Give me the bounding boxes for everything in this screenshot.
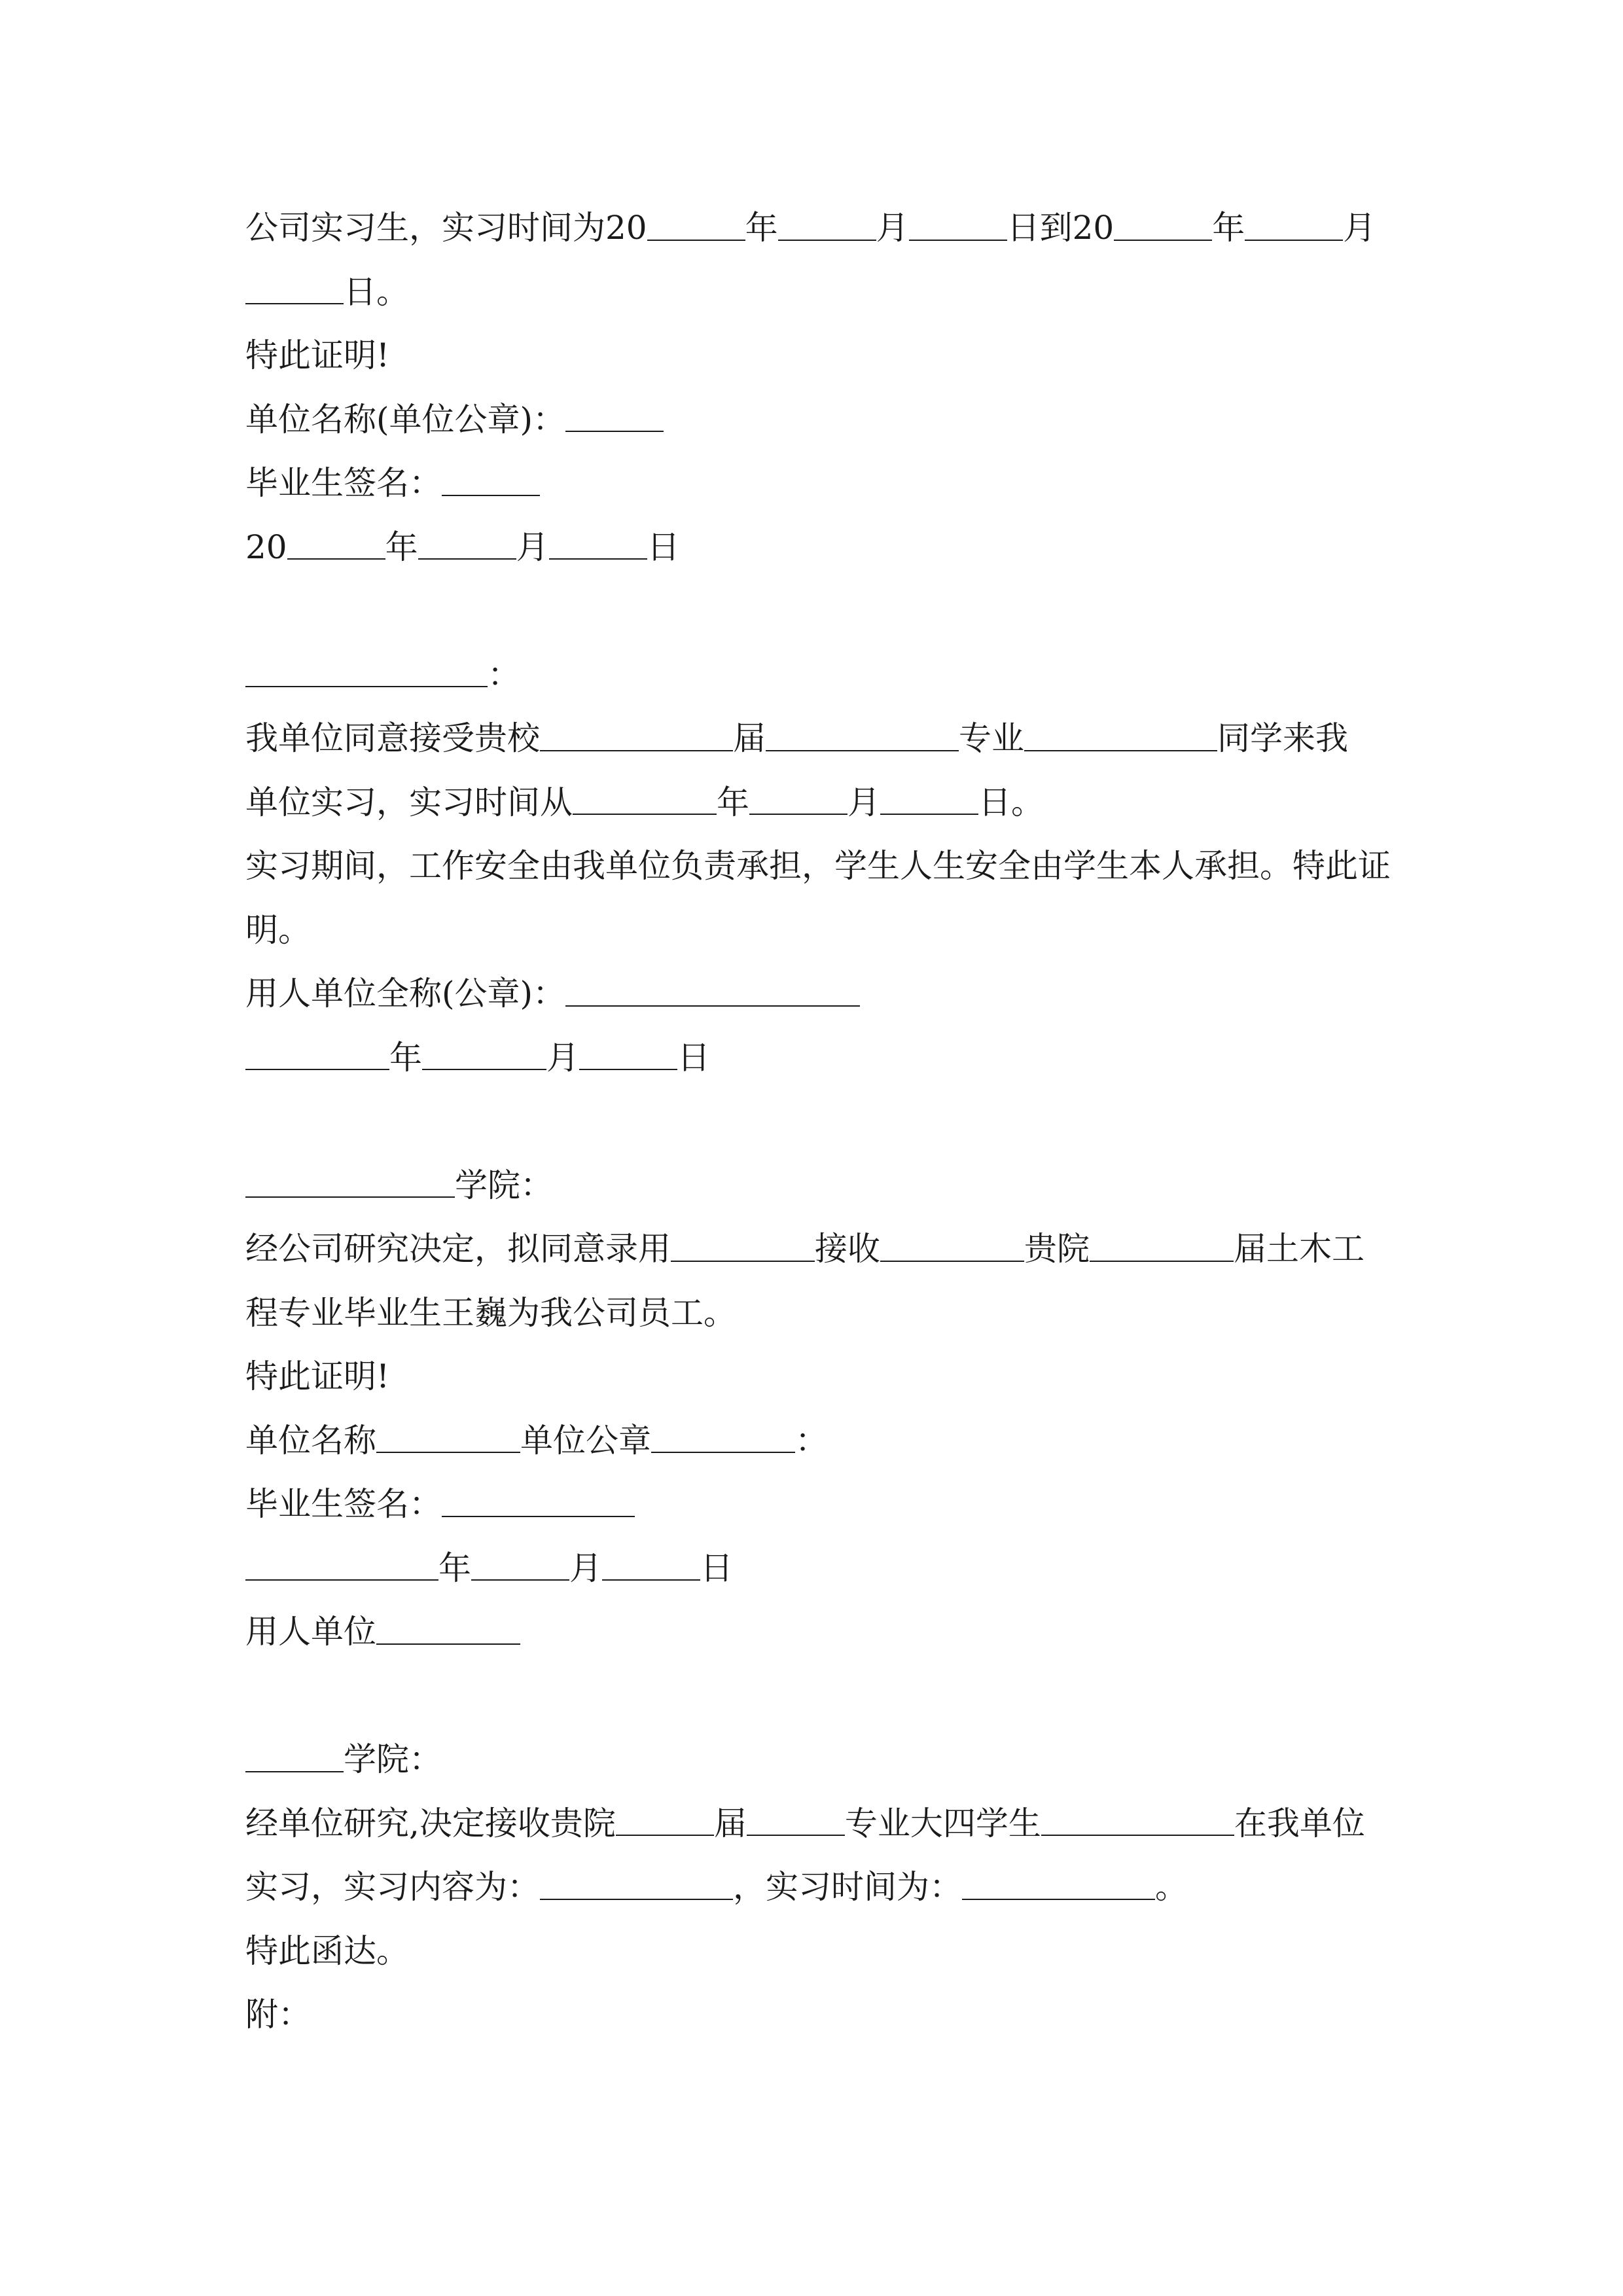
day-blank[interactable]	[245, 274, 344, 304]
s3-certify-text: 特此证明!	[245, 1357, 390, 1395]
hire-blank[interactable]	[671, 1231, 815, 1262]
internship-content-blank[interactable]	[540, 1869, 733, 1900]
s4-text: 实习，实习内容为：	[245, 1868, 540, 1906]
s1-text: 公司实习生，实习时间为20	[245, 209, 647, 247]
s2-text: 单位实习，实习时间从	[245, 783, 573, 821]
s3-text: 日	[700, 1549, 733, 1587]
month-blank[interactable]	[749, 784, 847, 815]
s2-text: 月	[546, 1038, 579, 1077]
signature-blank[interactable]	[442, 1486, 635, 1517]
year-blank[interactable]	[647, 210, 745, 241]
class-year-blank[interactable]	[616, 1805, 714, 1836]
section-spacer	[245, 579, 1384, 643]
s4-text: 经单位研究,决定接收贵院	[245, 1804, 616, 1842]
s3-employer-line	[245, 1600, 1384, 1664]
s2-addressee-line	[245, 643, 1384, 708]
s1-text: 年	[745, 209, 778, 247]
year-blank[interactable]	[245, 1550, 438, 1581]
s4-text: 。	[1155, 1868, 1188, 1906]
s1-text: 月	[876, 209, 909, 247]
s4-closing-text: 特此函达。	[245, 1931, 409, 1970]
s3-unit-line	[245, 1409, 1384, 1473]
day-blank[interactable]	[880, 784, 978, 815]
s2-text: 我单位同意接受贵校	[245, 719, 540, 757]
employer-label: 用人单位	[245, 1613, 376, 1651]
s2-text: 日	[677, 1038, 710, 1077]
s2-safety-text-end: 明。	[245, 910, 311, 949]
s2-text: 日。	[978, 783, 1044, 821]
s2-unit-full-name-line	[245, 962, 1384, 1026]
s3-text: ：	[795, 1421, 828, 1460]
s3-decision-line	[245, 1217, 1384, 1282]
s1-text: 月	[516, 528, 549, 566]
class-year-blank[interactable]	[1090, 1231, 1234, 1262]
s3-text: 经公司研究决定，拟同意录用	[245, 1230, 671, 1268]
month-blank[interactable]	[778, 210, 876, 241]
s3-text: 学院：	[455, 1166, 553, 1204]
s1-certify-text: 特此证明!	[245, 336, 390, 374]
year-blank[interactable]	[245, 1039, 389, 1070]
s1-text: 日	[647, 528, 680, 566]
internship-period-blank[interactable]	[962, 1869, 1155, 1900]
s3-text: 单位公章	[520, 1421, 651, 1460]
student-name-blank[interactable]	[1041, 1805, 1234, 1836]
s4-decision-line	[245, 1792, 1384, 1856]
month-blank[interactable]	[422, 1039, 546, 1070]
major-blank[interactable]	[747, 1805, 845, 1836]
day-blank[interactable]	[579, 1039, 677, 1070]
s1-date-line	[245, 516, 1384, 580]
s2-safety-text: 实习期间，工作安全由我单位负责承担，学生人生安全由学生本人承担。特此证	[245, 847, 1391, 885]
s3-text: 届土木工	[1234, 1230, 1364, 1268]
unit-name-label: 单位名称(单位公章)：	[245, 400, 566, 439]
signature-label: 毕业生签名：	[245, 464, 442, 502]
s2-period-line	[245, 771, 1384, 835]
s1-unit-name-line	[245, 388, 1384, 452]
s2-text: 专业	[959, 719, 1024, 757]
major-blank[interactable]	[766, 721, 959, 751]
s2-text: 年	[389, 1038, 422, 1077]
s2-text: 月	[847, 783, 880, 821]
s3-decision-text-end: 程专业毕业生王巍为我公司员工。	[245, 1293, 736, 1332]
s1-day-line	[245, 260, 1384, 325]
college-blank[interactable]	[245, 1167, 455, 1198]
s4-attachment-label: 附：	[245, 1996, 311, 2034]
s4-content-line	[245, 1856, 1384, 1920]
year-blank[interactable]	[573, 784, 717, 815]
college-blank[interactable]	[245, 1742, 344, 1772]
signature-blank[interactable]	[442, 465, 540, 496]
receive-blank[interactable]	[880, 1231, 1024, 1262]
s3-text: 贵院	[1024, 1230, 1090, 1268]
s3-signature-line	[245, 1473, 1384, 1537]
s2-text: ：	[488, 655, 520, 694]
s1-text: 月	[1343, 209, 1376, 247]
s2-text: 年	[717, 783, 749, 821]
s2-text: 同学来我	[1217, 719, 1348, 757]
s1-text: 年	[1212, 209, 1245, 247]
s2-text: 届	[733, 719, 766, 757]
s1-text: 20	[245, 528, 287, 566]
s3-date-line	[245, 1537, 1384, 1601]
s4-text: ，实习时间为：	[733, 1868, 962, 1906]
s1-signature-line	[245, 452, 1384, 516]
unit-seal-blank[interactable]	[651, 1422, 795, 1453]
student-name-blank[interactable]	[1024, 721, 1217, 751]
s3-text: 单位名称	[245, 1421, 376, 1460]
s4-text: 届	[713, 1804, 747, 1842]
year-blank[interactable]	[1114, 210, 1212, 241]
signature-label: 毕业生签名：	[245, 1485, 442, 1523]
s4-text: 专业大四学生	[844, 1804, 1041, 1842]
unit-name-blank[interactable]	[565, 401, 664, 432]
year-blank[interactable]	[287, 529, 385, 560]
s2-accept-line	[245, 707, 1384, 771]
s3-text: 月	[569, 1549, 602, 1587]
month-blank[interactable]	[1245, 210, 1343, 241]
section-spacer	[245, 1664, 1384, 1729]
class-year-blank[interactable]	[540, 721, 733, 751]
s4-addressee-line	[245, 1728, 1384, 1792]
day-blank[interactable]	[909, 210, 1007, 241]
s3-text: 接收	[815, 1230, 880, 1268]
unit-full-name-label: 用人单位全称(公章)：	[245, 975, 566, 1013]
addressee-blank[interactable]	[245, 656, 488, 687]
s4-text: 学院：	[344, 1740, 442, 1778]
s3-addressee-line	[245, 1154, 1384, 1218]
day-blank[interactable]	[602, 1550, 700, 1581]
section-spacer	[245, 1090, 1384, 1154]
s1-internship-period-line	[245, 196, 1384, 260]
s2-date-line	[245, 1026, 1384, 1090]
s4-text: 在我单位	[1234, 1804, 1365, 1842]
s1-text: 日。	[344, 272, 409, 311]
employer-blank[interactable]	[376, 1614, 520, 1645]
s1-text: 日到20	[1007, 209, 1115, 247]
s1-text: 年	[385, 528, 418, 566]
s3-text: 年	[438, 1549, 471, 1587]
day-blank[interactable]	[549, 529, 647, 560]
unit-name-blank[interactable]	[376, 1422, 520, 1453]
month-blank[interactable]	[418, 529, 516, 560]
unit-full-name-blank[interactable]	[565, 976, 860, 1007]
document-page	[245, 196, 1391, 2047]
month-blank[interactable]	[471, 1550, 569, 1581]
